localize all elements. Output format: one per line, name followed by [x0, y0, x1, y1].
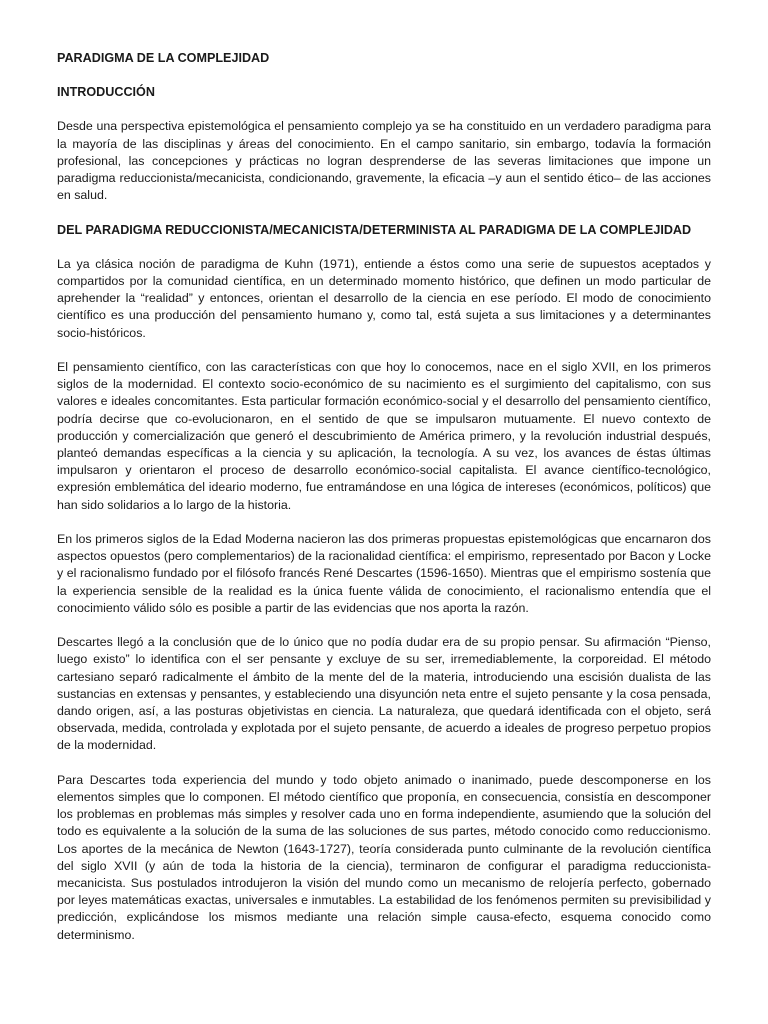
section-heading-paradigma: DEL PARADIGMA REDUCCIONISTA/MECANICISTA/DETERMINISTA AL PARADIGMA DE LA COMPLEJIDAD [57, 222, 692, 237]
document-page [57, 50, 711, 961]
paragraph: Para Descartes toda experiencia del mundo y todo objeto animado o inanimado, puede descomponerse en los elementos simples que lo componen. El método científico que proponía, en consecuencia, consistía en descomponer los problemas en problemas más simples y resolver cada uno en forma independiente, asumiendo que la solución del todo es equivalente a la solución de la suma de las soluciones de sus partes, método conocido como reduccionismo. Los aportes de la mecánica de Newton (1643-1727), teoría considerada punto culminante de la revolución científica del siglo XVII (y aún de toda la historia de la ciencia), terminaron de configurar el paradigma reduccionista-mecanicista. Sus postulados introdujeron la visión del mundo como un mecanismo de relojería perfecto, gobernado por leyes matemáticas exactas, universales e inmutables. La estabilidad de los fenómenos permiten su previsibilidad y predicción, explicándose los mismos mediante una relación simple causa-efecto, esquema conocido como determinismo. [57, 772, 711, 942]
paragraph: La ya clásica noción de paradigma de Kuhn (1971), entiende a éstos como una serie de supuestos aceptados y compartidos por la comunidad científica, en un determinado momento histórico, que definen un modo particular de aprehender la “realidad” y entonces, orientan el desarrollo de la ciencia en ese período. El modo de conocimiento científico es una producción del pensamiento humano y, como tal, está sujeta a sus limitaciones y a determinantes socio-históricos. [57, 256, 711, 340]
document-title: PARADIGMA DE LA COMPLEJIDAD [57, 51, 270, 65]
paragraph: El pensamiento científico, con las características con que hoy lo conocemos, nace en el siglo XVII, en los primeros siglos de la modernidad. El contexto socio-económico de su nacimiento es el surgimiento del capitalismo, con sus valores e ideales concomitantes. Esta particular formación económico-social y el desarrollo del pensamiento científico, podría decirse que co-evolucionaron, en el sentido de que se impulsaron mutuamente. El nuevo contexto de producción y comercialización que generó el descubrimiento de América primero, y la revolución industrial después, planteó demandas específicas a la ciencia y su aplicación, la tecnología. A su vez, los avances de éstas últimas impulsaron y orientaron el proceso de desarrollo económico-social capitalista. El avance científico-tecnológico, expresión emblemática del ideario moderno, fue entramándose en una lógica de intereses (económicos, políticos) que han sido solidarios a lo largo de la historia. [57, 360, 711, 512]
section-heading-introduccion: INTRODUCCIÓN [57, 85, 155, 100]
paragraph: Desde una perspectiva epistemológica el pensamiento complejo ya se ha constituido en un verdadero paradigma para la mayoría de las disciplinas y áreas del conocimiento. En el campo sanitario, sin embargo, todavía la formación profesional, las concepciones y prácticas no logran desprenderse de las severas limitaciones que impone un paradigma reduccionista/mecanicista, condicionando, gravemente, la eficacia –y aun el sentido ético– de las acciones en salud. [57, 119, 711, 203]
paragraph: Descartes llegó a la conclusión que de lo único que no podía dudar era de su propio pensar. Su afirmación “Pienso, luego existo” lo identifica con el ser pensante y excluye de su ser, irremediablemente, la corporeidad. El método cartesiano separó radicalmente el ámbito de la mente del de la materia, introduciendo una escisión dualista de las sustancias en extensas y pensantes, y estableciendo una disyunción neta entre el sujeto pensante y la cosa pensada, dando origen, así, a las posturas objetivistas en ciencia. La naturaleza, que quedará identificada con el objeto, será observada, medida, controlada y explotada por el sujeto pensante, de acuerdo a ideales de progreso perpetuo propios de la modernidad. [57, 635, 711, 753]
paragraph: En los primeros siglos de la Edad Moderna nacieron las dos primeras propuestas epistemológicas que encarnaron dos aspectos opuestos (pero complementarios) de la racionalidad científica: el empirismo, representado por Bacon y Locke y el racionalismo fundado por el filósofo francés René Descartes (1596-1650). Mientras que el empirismo sostenía que la experiencia sensible de la realidad es la única fuente válida de conocimiento, el racionalismo entendía que el conocimiento válido sólo es posible a partir de las evidencias que nos aporta la razón. [57, 532, 711, 615]
